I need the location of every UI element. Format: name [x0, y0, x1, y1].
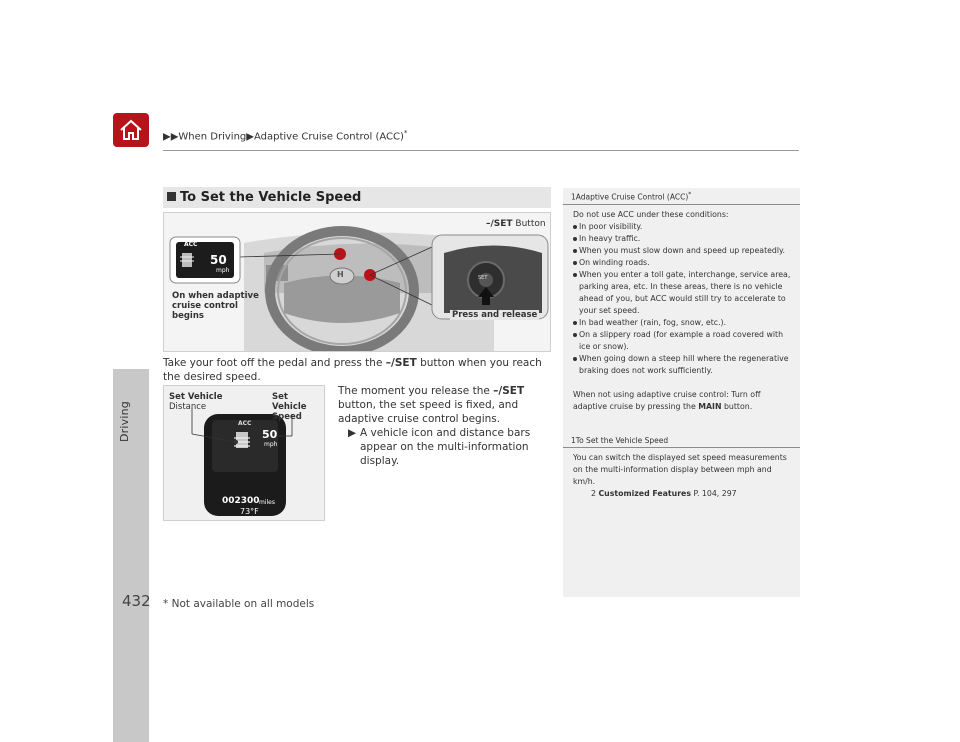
- header-rule: [163, 150, 799, 151]
- mid-acc-label: ACC: [238, 420, 252, 427]
- mid-speed-unit: mph: [264, 441, 278, 448]
- note-acc-body: [563, 205, 800, 413]
- note-marker-icon: 1: [571, 435, 576, 445]
- breadcrumb-arrow-icon: ▶: [246, 131, 254, 143]
- set-button-label: –/SET Button: [486, 219, 546, 229]
- odometer-unit: miles: [259, 499, 275, 506]
- note-acc-intro: Do not use ACC under these conditions:: [573, 209, 729, 219]
- note-speed-heading: 1To Set the Vehicle Speed: [563, 433, 800, 448]
- section-heading: [163, 187, 551, 208]
- reference-arrow-icon: 2: [591, 488, 596, 498]
- breadcrumb-arrow-icon: ▶▶: [163, 131, 179, 143]
- note-acc-item: On winding roads.: [573, 257, 792, 269]
- note-acc-item: When you must slow down and speed up repeatedly.: [573, 245, 792, 257]
- multi-info-display-figure: [163, 385, 325, 521]
- result-arrow-icon: ▶: [348, 427, 357, 439]
- mid-speed-value: 50: [262, 428, 278, 441]
- note-speed-body: You can switch the displayed set speed measurements on the multi-information display between mph and km/h. 2 Customized Features P. 104, 297: [563, 448, 800, 500]
- breadcrumb: [163, 129, 407, 142]
- steering-wheel-figure: [163, 212, 551, 352]
- odometer-value: 002300: [222, 496, 260, 506]
- step-result-text: ▶ A vehicle icon and distance bars appear on the multi-information display.: [348, 427, 531, 467]
- breadcrumb-item-when-driving[interactable]: When Driving: [178, 131, 247, 143]
- on-when-acc-begins-label: On when adaptive cruise control begins: [172, 291, 259, 321]
- breadcrumb-asterisk: *: [403, 129, 408, 137]
- note-marker-icon: 1: [571, 192, 576, 202]
- note-acc-off: When not using adaptive cruise control: Turn off adaptive cruise by pressing the MAIN button.: [573, 389, 761, 411]
- steering-wheel-illustration: [164, 213, 550, 351]
- note-acc-item: On a slippery road (for example a road covered with ice or snow).: [573, 329, 792, 353]
- note-acc-item: In poor visibility.: [573, 221, 792, 233]
- sidebar-top: [113, 0, 149, 369]
- note-acc-heading: 1Adaptive Cruise Control (ACC)*: [563, 188, 800, 205]
- note-acc-item: In bad weather (rain, fog, snow, etc.).: [573, 317, 792, 329]
- footnote: * Not available on all models: [163, 598, 315, 610]
- page-number: 432: [122, 592, 151, 610]
- note-acc-item: When you enter a toll gate, interchange, service area, parking area, etc. In these areas, there is no vehicle ahead of you, but ACC would still try to accelerate to your set speed.: [573, 269, 792, 317]
- section-title: To Set the Vehicle Speed: [180, 190, 362, 205]
- display-speed-unit: mph: [216, 267, 230, 274]
- set-vehicle-distance-label: Set Vehicle Distance: [169, 392, 223, 412]
- breadcrumb-item-acc: Adaptive Cruise Control (ACC): [253, 131, 404, 143]
- note-acc-item: In heavy traffic.: [573, 233, 792, 245]
- note-acc-item: When going down a steep hill where the regenerative braking does not work sufficiently.: [573, 353, 792, 377]
- heading-square-icon: [167, 192, 176, 201]
- notes-panel: [563, 188, 800, 597]
- press-and-release-label: Press and release: [452, 310, 538, 320]
- instruction-text: Take your foot off the pedal and press the –/SET button when you reach the desired speed.: [163, 357, 542, 383]
- button-set-small: SET: [478, 275, 488, 281]
- outside-temperature: 73°F: [240, 507, 259, 516]
- step-text: The moment you release the –/SET button, the set speed is fixed, and adaptive cruise control begins.: [338, 385, 525, 425]
- wheel-logo: H: [337, 270, 344, 279]
- home-icon: [119, 119, 143, 141]
- display-acc-label: ACC: [184, 241, 198, 248]
- set-vehicle-speed-label: Set Vehicle Speed: [272, 392, 307, 422]
- display-speed-value: 50: [210, 253, 227, 267]
- home-button[interactable]: [113, 113, 149, 147]
- cross-reference-link[interactable]: 2 Customized Features P. 104, 297: [591, 488, 737, 498]
- chapter-label[interactable]: Driving: [118, 401, 131, 442]
